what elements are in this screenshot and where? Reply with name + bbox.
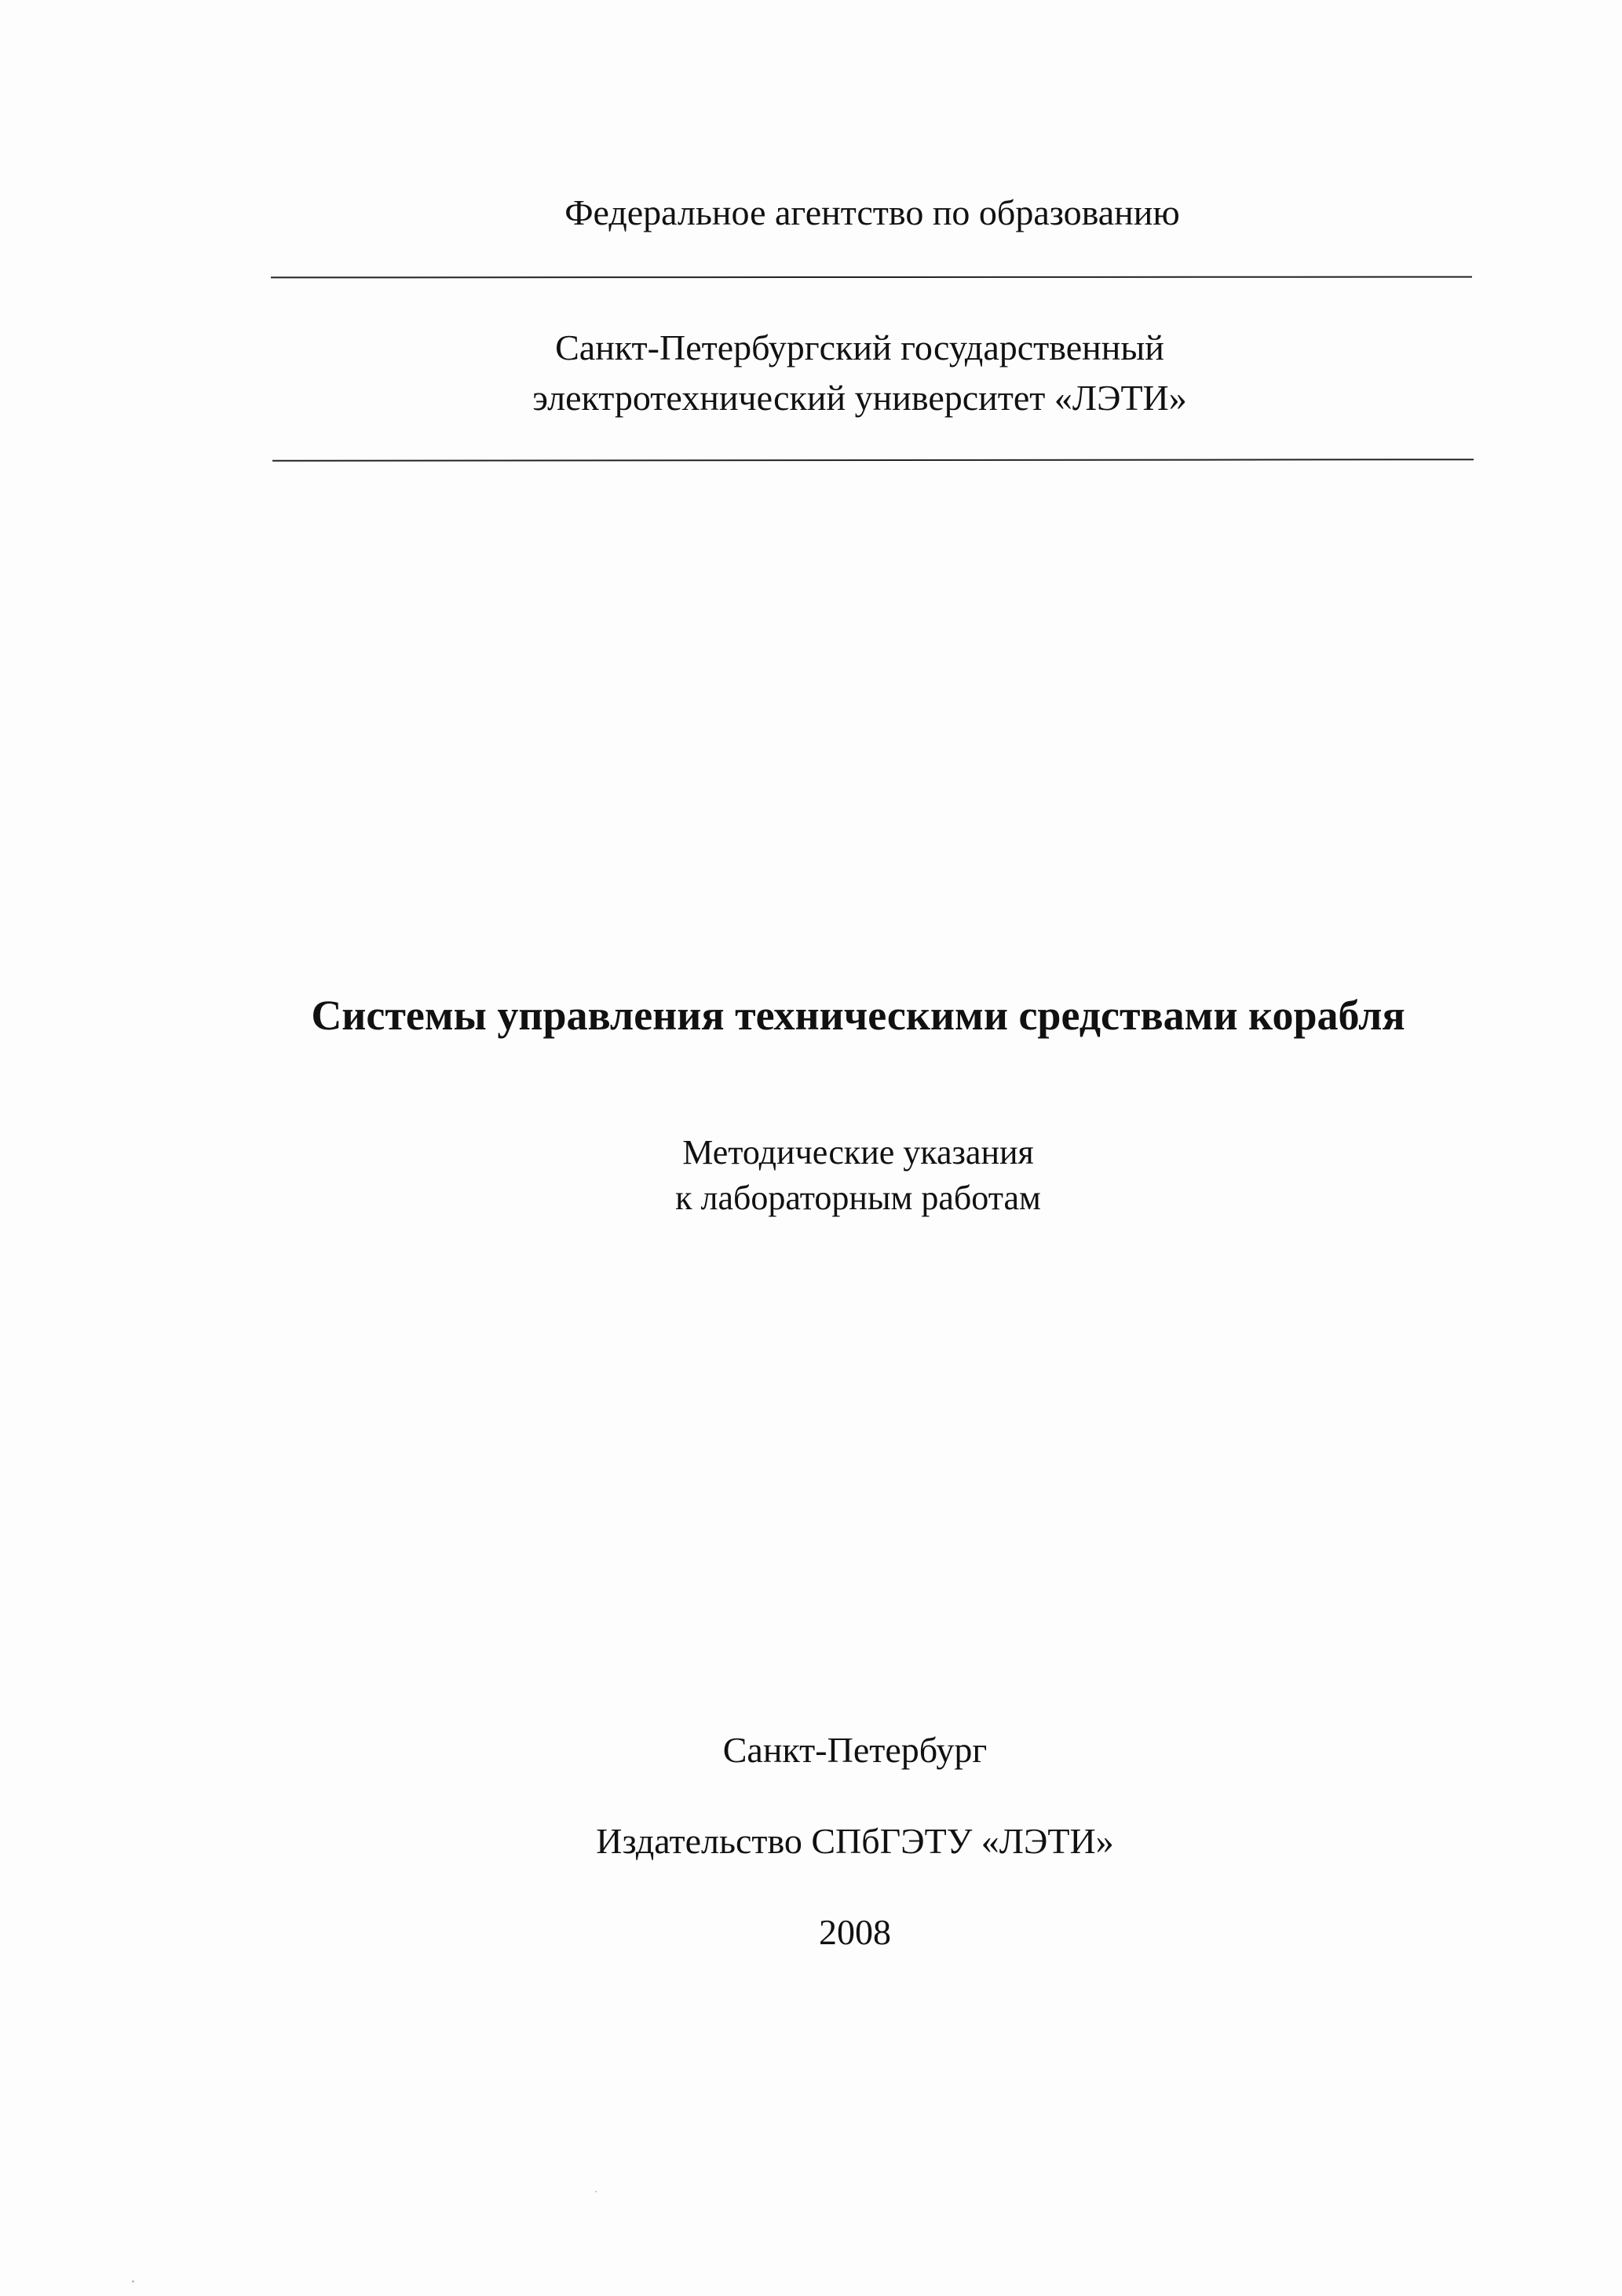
scan-speck <box>595 2191 597 2192</box>
university-name-line1: Санкт-Петербургский государственный <box>555 327 1164 367</box>
document-title: Системы управления техническими средствами корабля <box>311 992 1405 1039</box>
university-name-line2: электротехнический университет «ЛЭТИ» <box>532 378 1187 418</box>
agency-name: Федеральное агентство по образованию <box>564 192 1180 232</box>
publisher-name: Издательство СПбГЭТУ «ЛЭТИ» <box>596 1821 1114 1861</box>
header-divider-top <box>271 276 1472 279</box>
publication-city: Санкт-Петербург <box>722 1730 988 1770</box>
header-divider-bottom <box>272 459 1474 462</box>
publication-year: 2008 <box>819 1912 891 1952</box>
scan-speck <box>132 2280 134 2283</box>
document-subtitle-line1: Методические указания <box>682 1133 1034 1172</box>
document-subtitle-line2: к лабораторным работам <box>675 1179 1041 1217</box>
